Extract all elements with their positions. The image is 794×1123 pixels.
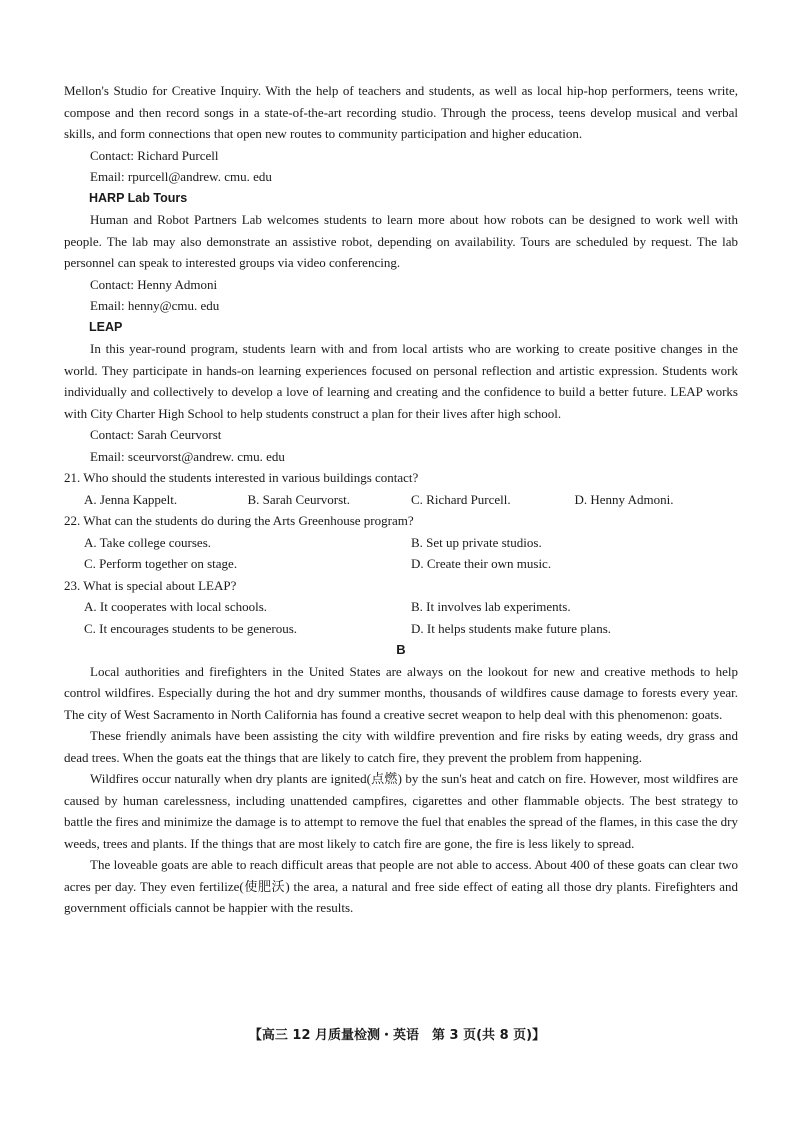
question-stem: 23. What is special about LEAP? [64,577,237,593]
option-row [64,532,738,554]
page-content [64,80,738,919]
studio-contact: Contact: Richard Purcell [90,147,219,163]
leap-heading: LEAP [89,319,123,334]
studio-email: Email: rpurcell@andrew. cmu. edu [90,169,272,184]
option-row [64,596,738,618]
question-22 [64,510,738,575]
option-c: C. Perform together on stage. [84,556,238,571]
page-footer: 【高三 12 月质量检测・英语 第 3 页(共 8 页)】 [248,1028,546,1043]
harp-paragraph: Human and Robot Partners Lab welcomes students to learn more about how robots can be designed to work well with people. The lab may also demonstrate an assistive robot, depending on availability. Tours are scheduled by request. The lab personnel can speak to interested groups via video conferencing. [64,212,738,270]
question-stem: 22. What can the students do during the Arts Greenhouse program? [64,513,414,528]
option-c: C. Richard Purcell. [411,491,511,507]
section-b-label: B [396,642,406,657]
passage-b-paragraph-1: Local authorities and firefighters in the United States are always on the lookout for new and creative methods to help control wildfires. Especially during the hot and dry summer months, thousands of wildfires cause damage to forests every year. The city of West Sacramento in North California has found a creative secret weapon to help deal with this phenomenon: goats. [64,663,738,722]
passage-b-paragraph-3: Wildfires occur naturally when dry plants are ignited(点燃) by the sun's heat and catch on fire. However, most wildfires are caused by human carelessness, including unattended campfires, cigarettes and other flammable objects. The best strategy to battle the fires and minimize the damage is to attempt to remove the fuel that enables the spread of the flames, in this case the dry weeds, trees and plants. If the things that are most likely to catch fire are gone, the fire is less likely to spread. [64,771,738,851]
harp-contact: Contact: Henny Admoni [90,276,218,292]
option-row [64,489,738,511]
option-a: A. Take college courses. [84,534,211,550]
harp-email: Email: henny@cmu. edu [90,298,220,313]
option-b: B. Sarah Ceurvorst. [247,491,351,507]
passage-b-paragraph-2: These friendly animals have been assisting the city with wildfire prevention and fire risks by eating weeds, dry grass and dead trees. When the goats eat the things that are likely to catch fire, they prevent the problem from happening. [64,728,738,765]
leap-paragraph: In this year-round program, students learn with and from local artists who are working to create positive changes in the world. They participate in hands-on learning experiences focused on personal reflection and artistic expression. Students work individually and collectively to develop a love of learning and creating and the confidence to build a better future. LEAP works with City Charter High School to help students construct a plan for their lives after high school. [64,341,738,421]
option-b: B. Set up private studios. [411,534,542,550]
option-d: D. Henny Admoni. [574,491,674,507]
option-row [64,553,738,575]
question-21 [64,467,738,510]
option-b: B. It involves lab experiments. [411,599,571,614]
option-row [64,618,738,640]
option-a: A. It cooperates with local schools. [84,599,268,614]
harp-heading: HARP Lab Tours [89,190,188,205]
leap-contact: Contact: Sarah Ceurvorst [90,427,222,442]
leap-email: Email: sceurvorst@andrew. cmu. edu [90,448,285,464]
question-stem: 21. Who should the students interested in various buildings contact? [64,470,419,485]
option-a: A. Jenna Kappelt. [84,491,178,507]
option-c: C. It encourages students to be generous. [84,620,298,636]
intro-paragraph: Mellon's Studio for Creative Inquiry. With the help of teachers and students, as well as local hip-hop performers, teens write, compose and then record songs in a state-of-the-art recording studio. Through the process, teens develop musical and verbal skills, and form connections that open new routes to community participation and higher education. [64,83,738,141]
option-d: D. Create their own music. [411,556,552,571]
question-23 [64,575,738,640]
passage-b-paragraph-4: The loveable goats are able to reach difficult areas that people are not able to access. About 400 of these goats can clear two acres per day. They even fertilize(使肥沃) the area, a natural and free side effect of eating all those dry plants. Firefighters and government officials cannot be happier with the results. [64,857,738,915]
option-d: D. It helps students make future plans. [411,620,612,636]
